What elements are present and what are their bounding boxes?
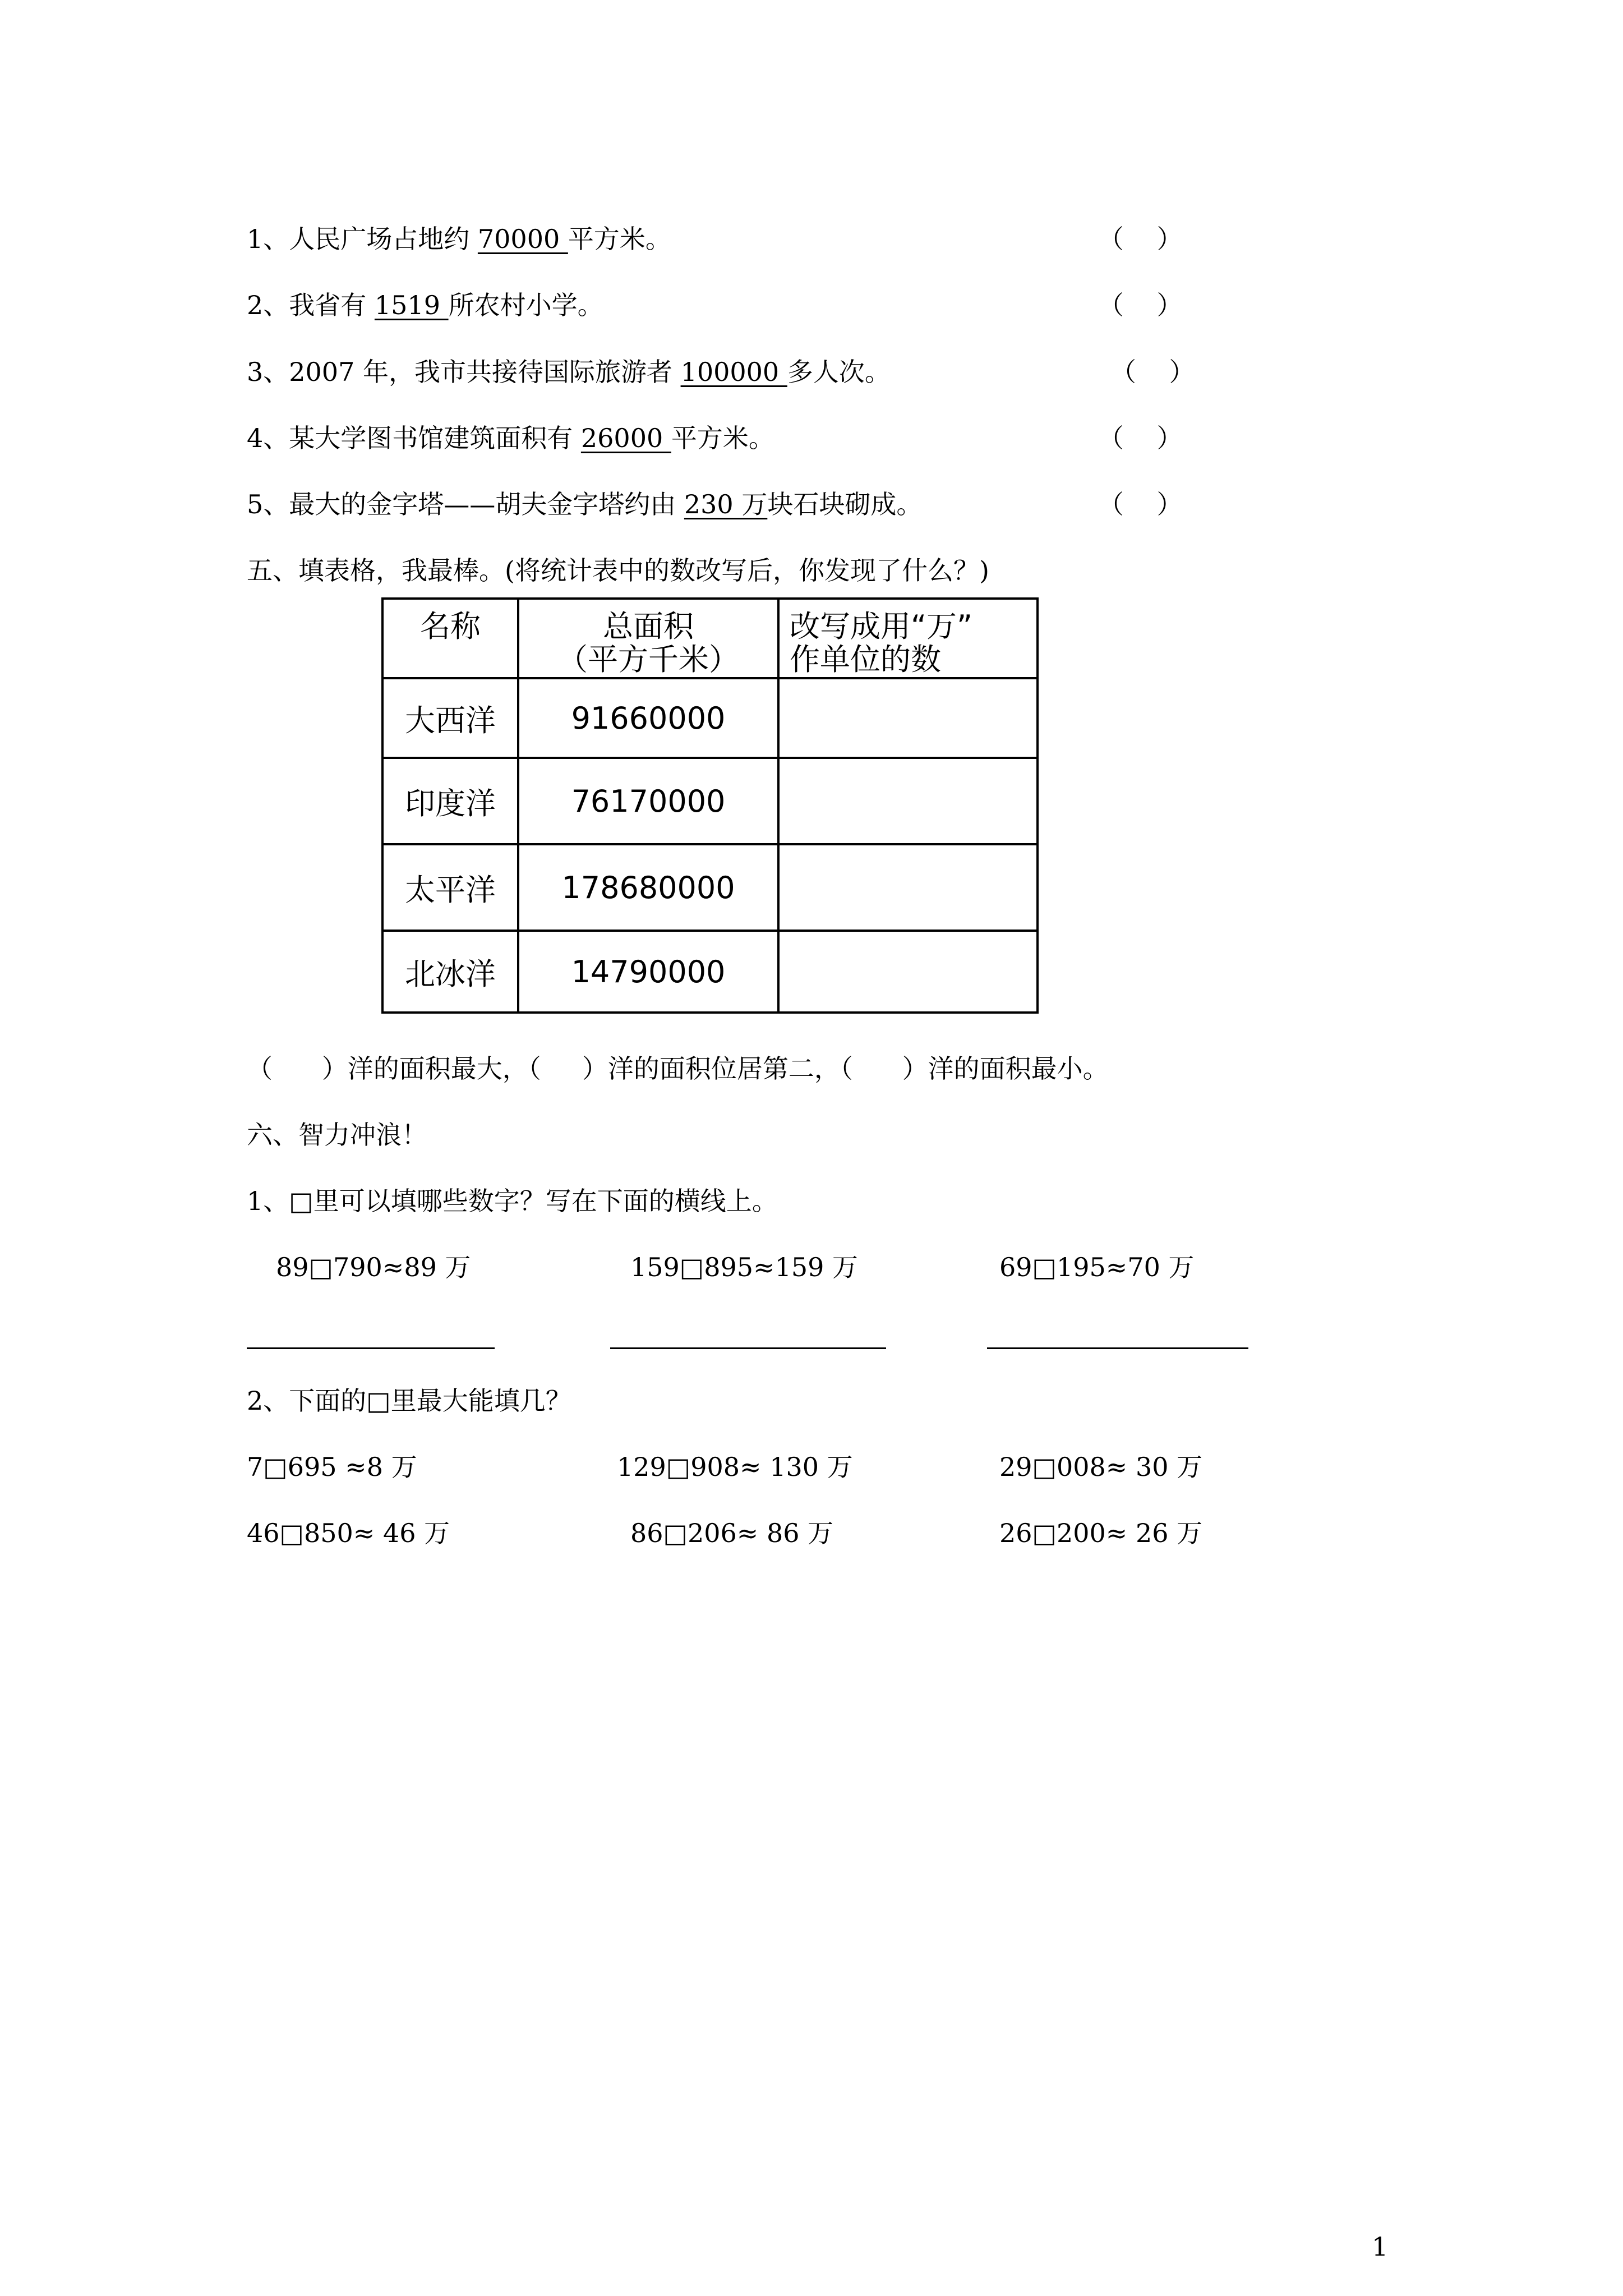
judge-item-text: 所农村小学。 [448,290,603,320]
q1-answer-line-2[interactable] [610,1347,886,1349]
ocean-name: 大西洋 [382,678,518,758]
ocean-fill-sentence[interactable]: （ ）洋的面积最大，（ ）洋的面积位居第二，（ ）洋的面积最小。 [247,1053,1109,1084]
ocean-area: 178680000 [518,844,778,931]
judge-item-text: 1、人民广场占地约 [247,224,478,254]
judge-item-1 [247,226,671,252]
ocean-area: 14790000 [518,931,778,1013]
q2-prompt: 2、下面的□里最大能填几？ [247,1386,571,1416]
judge-answer-parens[interactable]: （ ） [1098,423,1183,453]
table-row [382,758,1038,844]
q2-item-1: 7□695 ≈8 万 [247,1452,417,1482]
ocean-area-table [381,597,1039,1014]
judge-item-number: 1519 [374,290,449,320]
judge-item-text: 5、最大的金字塔——胡夫金字塔约由 [247,489,684,519]
judge-item-text: 平方米。 [671,423,774,453]
judge-item-text: 块石块砌成。 [767,489,923,519]
judge-item-5 [247,491,922,517]
judge-answer-parens[interactable]: （ ） [1098,224,1183,254]
judge-item-3 [247,359,891,385]
q2-item-4: 46□850≈ 46 万 [247,1518,450,1548]
header-converted: 改写成用“万” 作单位的数 [778,599,1038,678]
section6-title: 六、智力冲浪！ [247,1120,427,1150]
converted-answer-cell[interactable] [778,844,1038,931]
judge-item-number: 230 万 [684,489,768,519]
judge-item-text: 3、2007 年，我市共接待国际旅游者 [247,357,681,387]
section5-title: 五、填表格，我最棒。(将统计表中的数改写后，你发现了什么？) [247,555,989,586]
ocean-name: 印度洋 [382,758,518,844]
judge-item-4 [247,425,774,451]
table-row [382,844,1038,931]
judge-item-number: 70000 [477,224,568,254]
judge-answer-parens[interactable]: （ ） [1098,489,1183,519]
converted-answer-cell[interactable] [778,758,1038,844]
table-row [382,678,1038,758]
judge-item-text: 2、我省有 [247,290,375,320]
header-name: 名称 [382,599,518,678]
q2-item-3: 29□008≈ 30 万 [999,1452,1203,1482]
q1-answer-line-3[interactable] [987,1347,1248,1349]
ocean-area: 91660000 [518,678,778,758]
judge-item-text: 多人次。 [787,357,891,387]
judge-item-text: 平方米。 [568,224,671,254]
q1-prompt: 1、□里可以填哪些数字？写在下面的横线上。 [247,1186,778,1216]
q1-item-2: 159□895≈159 万 [630,1252,859,1282]
ocean-name: 北冰洋 [382,931,518,1013]
ocean-area: 76170000 [518,758,778,844]
q2-item-6: 26□200≈ 26 万 [999,1518,1203,1548]
q1-answer-line-1[interactable] [247,1347,495,1349]
judge-item-2 [247,292,603,318]
q1-item-1: 89□790≈89 万 [276,1252,471,1282]
judge-answer-parens[interactable]: （ ） [1110,357,1195,387]
converted-answer-cell[interactable] [778,678,1038,758]
judge-item-number: 26000 [580,423,671,453]
judge-answer-parens[interactable]: （ ） [1098,290,1183,320]
q2-item-5: 86□206≈ 86 万 [630,1518,834,1548]
judge-item-text: 4、某大学图书馆建筑面积有 [247,423,581,453]
q2-item-2: 129□908≈ 130 万 [617,1452,853,1482]
ocean-name: 太平洋 [382,844,518,931]
judge-item-number: 100000 [680,357,787,387]
q1-item-3: 69□195≈70 万 [999,1252,1195,1282]
table-row [382,931,1038,1013]
header-area: 总面积 （平方千米） [518,599,778,678]
page-number: 1 [1372,2231,1389,2262]
converted-answer-cell[interactable] [778,931,1038,1013]
